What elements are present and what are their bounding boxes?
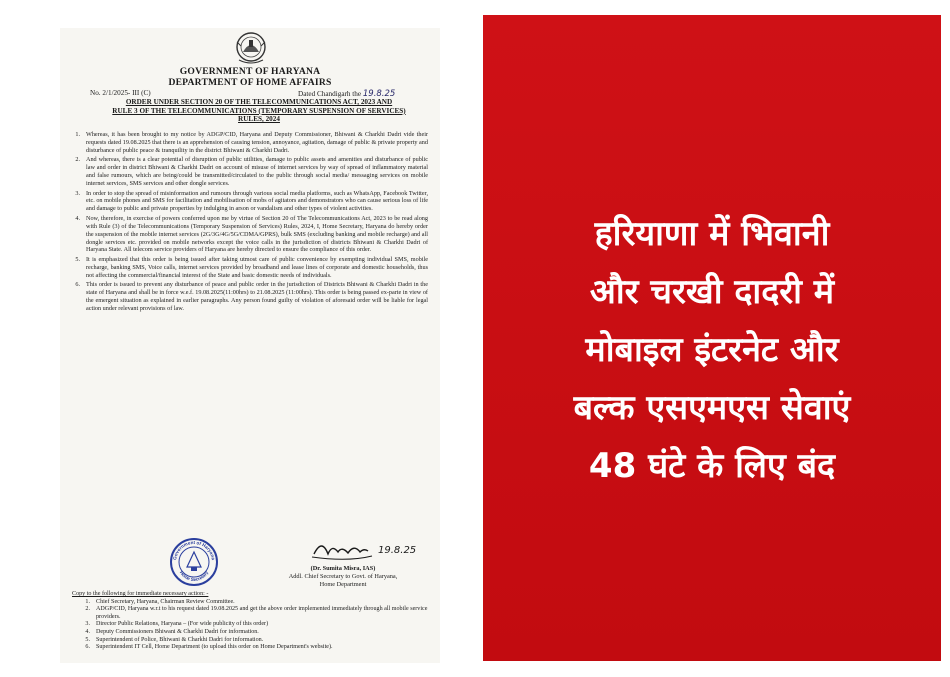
signatory-designation: Addl. Chief Secretary to Govt. of Haryana, bbox=[288, 572, 398, 580]
signature-date: 19.8.25 bbox=[378, 545, 417, 556]
copy-to-item bbox=[72, 629, 432, 637]
paragraph bbox=[68, 215, 428, 255]
copy-to-list bbox=[72, 591, 432, 652]
order-paragraphs bbox=[68, 131, 428, 315]
copy-to-text: ADGP/CID, Haryana w.r.t to his request dated 19.08.2025 and get the above order implemented immediately through all mobile service providers. bbox=[96, 606, 428, 620]
copy-to-item bbox=[72, 644, 432, 652]
order-title bbox=[94, 98, 424, 124]
copy-to-item bbox=[72, 621, 432, 629]
copy-to-text: Deputy Commissioners Bhiwani & Charkhi Dadri for information. bbox=[96, 628, 259, 635]
svg-text:Government of Haryana bbox=[172, 540, 216, 561]
paragraph bbox=[68, 156, 428, 188]
paragraph-number: 3. bbox=[75, 189, 80, 197]
seal-text-bottom: Home Secretary bbox=[178, 570, 210, 583]
hindi-headline bbox=[483, 205, 941, 495]
headline-panel bbox=[483, 15, 941, 661]
paragraph bbox=[68, 190, 428, 214]
home-secretary-seal-icon bbox=[169, 537, 219, 587]
seal-text-top: Government of Haryana bbox=[172, 539, 216, 561]
copy-to-number: 4. bbox=[85, 628, 90, 635]
headline-line: हरियाणा में भिवानी bbox=[594, 214, 830, 254]
department-heading: DEPARTMENT OF HOME AFFAIRS bbox=[168, 77, 332, 88]
paragraph-text: In order to stop the spread of misinformation and rumours through various social media platforms, such as WhatsApp, Facebook Twitter, etc. on mobile phones and SMS for facilitation and mobilisation of mobs of agitators and demonstrators who can cause serious loss of life and damage to public and private properties by indulging in arson or vandalism and other types of violent activities. bbox=[86, 189, 428, 213]
signatory-block bbox=[258, 565, 428, 589]
signatory-department: Home Department bbox=[319, 580, 367, 588]
copy-to-heading: Copy to the following for immediate necessary action: - bbox=[72, 591, 209, 597]
headline-line: बल्क एसएमएस सेवाएं bbox=[573, 388, 851, 428]
paragraph bbox=[68, 131, 428, 155]
paragraph-text: It is emphasized that this order is being issued after taking utmost care of public convenience by exempting individual SMS, mobile recharge, banking SMS, Voice calls, internet services provided by broadband and lease lines of corporate and domestic households, thus not affecting the commercial/financial interest of the State and basic domestic needs of individuals. bbox=[86, 255, 428, 279]
copy-to-item bbox=[72, 606, 432, 621]
svg-text:Home Secretary bbox=[179, 570, 210, 582]
paragraph-number: 2. bbox=[75, 156, 80, 164]
government-heading: GOVERNMENT OF HARYANA bbox=[179, 66, 321, 77]
headline-line: 48 घंटे के लिए बंद bbox=[588, 446, 836, 486]
headline-line: मोबाइल इंटरनेट और bbox=[585, 330, 839, 370]
order-number: No. 2/1/2025- III (C) bbox=[90, 89, 151, 97]
order-title-line: ORDER UNDER SECTION 20 OF THE TELECOMMUNICATIONS ACT, 2023 AND bbox=[125, 98, 393, 106]
government-order-document bbox=[60, 28, 440, 663]
copy-to-number: 5. bbox=[85, 636, 90, 643]
copy-to-text: Superintendent of Police, Bhiwani & Charkhi Dadri for information. bbox=[96, 636, 264, 643]
haryana-emblem-icon bbox=[231, 30, 271, 66]
copy-to-text: Chief Secretary, Haryana, Chairman Review Committee. bbox=[96, 598, 235, 605]
copy-to-number: 1. bbox=[85, 598, 90, 605]
paragraph-number: 1. bbox=[75, 131, 80, 138]
copy-to-number: 3. bbox=[85, 621, 90, 628]
paragraph-text: Whereas, it has been brought to my notice by ADGP/CID, Haryana and Deputy Commissioner, Bhiwani & Charkhi Dadri vide their requests dated 19.08.2025 that there is an apprehension of causing tension, annoyance, agitation, damage of public & private property and disturbance of public peace & tranquility in the district Bhiwani & Charkhi Dadri. bbox=[86, 131, 428, 154]
copy-to-item bbox=[72, 599, 432, 607]
copy-to-number: 2. bbox=[85, 606, 90, 613]
paragraph-number: 6. bbox=[75, 281, 80, 289]
dated-label: Dated Chandigarh the bbox=[298, 90, 362, 98]
paragraph bbox=[68, 281, 428, 313]
paragraph-text: And whereas, there is a clear potential of disruption of public utilities, damage to public assets and amenities and disturbance of public law and order in district Bhiwani & Charkhi Dadri on account of misuse of internet services by way of spread of inflammatory material and false rumours, which are being/could be transmitted/circulated to the public through social media/ messaging services on mobile internet services, SMS services and other dongle services. bbox=[86, 156, 428, 188]
handwritten-signature bbox=[308, 536, 418, 564]
dated-value: 19.8.25 bbox=[362, 89, 396, 99]
headline-line: और चरखी दादरी में bbox=[589, 272, 835, 312]
order-title-line: RULE 3 OF THE TELECOMMUNICATIONS (TEMPORARY SUSPENSION OF SERVICES) bbox=[112, 106, 406, 115]
paragraph-text: This order is issued to prevent any disturbance of peace and public order in the jurisdiction of Districts Bhiwani & Charkhi Dadri in the state of Haryana and shall be in force w.e.f. 19.08.2025(11:00hrs) to 21.08.2025 (11:00hrs). This order is being passed ex-parte in view of the emergent situation as explained in earlier paragraphs. Any person found guilty of violation of aforesaid order will be liable for legal action under relevant provisions of law. bbox=[86, 281, 428, 312]
paragraph-number: 5. bbox=[75, 255, 80, 263]
copy-to-number: 6. bbox=[85, 644, 90, 651]
paragraph-number: 4. bbox=[75, 214, 80, 222]
paragraph-text: Now, therefore, in exercise of powers conferred upon me by virtue of Section 20 of The Telecommunications Act, 2023 to be read along with Rule (3) of the Telecommunications (Temporary Suspension of Services) Rules, 2024, I, Home Secretary, Haryana do hereby order the suspension of the mobile internet services (2G/3G/4G/5G/CDMA/GPRS), bulk SMS (excluding banking and mobile recharge) and all dongle services etc. provided on mobile networks except the voice calls in the jurisdiction of districts Bhiwani & Charkhi Dadri of Haryana State. All telecom service providers of Haryana are hereby directed to ensure the compliance of this order. bbox=[86, 214, 428, 254]
paragraph bbox=[68, 256, 428, 280]
copy-to-text: Superintendent IT Cell, Home Department (to upload this order on Home Department's website). bbox=[96, 644, 333, 651]
copy-to-text: Director Public Relations, Haryana – (For wide publicity of this order) bbox=[96, 621, 269, 628]
signatory-name: (Dr. Sumita Misra, IAS) bbox=[310, 565, 376, 572]
order-title-line: RULES, 2024 bbox=[238, 115, 280, 124]
